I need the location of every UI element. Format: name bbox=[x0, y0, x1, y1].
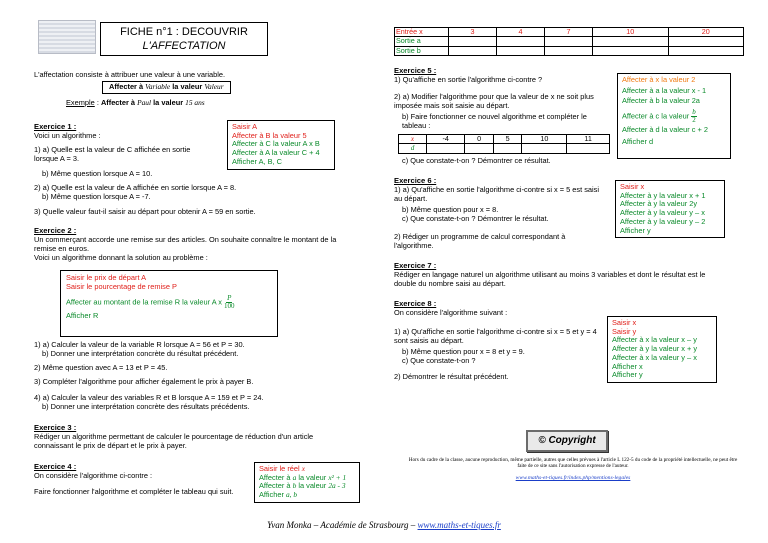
page-subtitle: L'AFFECTATION bbox=[142, 40, 226, 52]
table-cell bbox=[567, 144, 610, 153]
intro-example: Exemple : Affecter à Paul la valeur 15 ans bbox=[66, 98, 205, 107]
exercise-5-algorithm bbox=[617, 73, 731, 159]
legal-notice: Hors du cadre de la classe, aucune reproduction, même partielle, autres que celles prévues à l'article L 122-5 du code de la propriété intellectuelle, ne peut être faite de ce site sans l'autorisation expresse de l'auteur. bbox=[408, 457, 738, 469]
header-title-box bbox=[100, 22, 268, 56]
exercise-3-title: Exercice 3 : bbox=[34, 423, 77, 432]
algo-line: Affecter à x la valeur y – x bbox=[612, 352, 697, 362]
intro-text: L'affectation consiste à attribuer une valeur à une variable. bbox=[34, 70, 226, 79]
exercise-6-q2: 2) Rédiger un programme de calcul correspondant à l'algorithme. bbox=[394, 232, 566, 250]
exercise-4-title: Exercice 4 : bbox=[34, 462, 77, 471]
exercise-5-q1: 1) Qu'affiche en sortie l'algorithme ci-contre ? bbox=[394, 75, 543, 84]
site-link[interactable]: www.maths-et-tiques.fr bbox=[417, 520, 501, 530]
table-cell: 5 bbox=[493, 135, 522, 144]
exercise-8-q2: 2) Démontrer le résultat précédent. bbox=[394, 372, 509, 381]
legal-link[interactable]: www.maths-et-tiques.fr/index.php/mentions-legales bbox=[515, 475, 631, 481]
exercise-8-title: Exercice 8 : bbox=[394, 299, 437, 308]
header-thumbnail bbox=[38, 20, 96, 54]
table-cell: 20 bbox=[668, 28, 744, 37]
table-row bbox=[399, 135, 610, 144]
exercise-7-line1: Rédiger en langage naturel un algorithme utilisant au moins 3 variables et dont le résultat est le double du nombre saisi au départ. bbox=[394, 270, 706, 288]
table-cell bbox=[668, 46, 744, 55]
affectation-rule: Affecter à Variable la valeur Valeur bbox=[102, 81, 231, 94]
table-header-cell: x bbox=[399, 135, 427, 144]
exercise-5-q2b: b) Faire fonctionner ce nouvel algorithme et compléter le tableau : bbox=[402, 112, 587, 130]
table-cell: 7 bbox=[545, 28, 593, 37]
exercise-2-q2: 2) Même question avec A = 13 et P = 45. bbox=[34, 363, 168, 372]
table-cell bbox=[668, 37, 744, 46]
exercise-5-q2c: c) Que constate-t-on ? Démontrer ce résultat. bbox=[402, 156, 551, 165]
algo-line: Affecter à a la valeur x² + 1 bbox=[259, 472, 347, 482]
algo-line: Affecter à B la valeur 5 bbox=[232, 130, 307, 140]
exercise-2-q3: 3) Compléter l'algorithme pour afficher également le prix à payer B. bbox=[34, 377, 254, 386]
table-cell: 10 bbox=[522, 135, 567, 144]
exercise-3-line1: Rédiger un algorithme permettant de calculer le pourcentage de réduction d'un article connaissant le prix de départ et le prix à payer. bbox=[34, 432, 314, 450]
table-cell: 3 bbox=[449, 28, 497, 37]
exercise-1-q1a: 1) a) Quelle est la valeur de C affichée en sortie lorsque A = 3. bbox=[34, 145, 191, 163]
algo-line: Affecter à y la valeur 2y bbox=[620, 199, 698, 209]
table-header-cell: Sortie b bbox=[395, 46, 449, 55]
exercise-2-algorithm bbox=[60, 270, 278, 337]
algo-line: Afficher y bbox=[612, 370, 643, 380]
table-cell bbox=[427, 144, 465, 153]
table-cell: -4 bbox=[427, 135, 465, 144]
exercise-2-title: Exercice 2 : bbox=[34, 226, 77, 235]
exercise-1-q2b: b) Même question lorsque A = -7. bbox=[42, 192, 151, 201]
table-cell bbox=[545, 37, 593, 46]
fraction: $\frac{b}{2}$ bbox=[692, 108, 696, 125]
exercise-1-title: Exercice 1 : bbox=[34, 122, 77, 131]
exercise-6-algorithm bbox=[615, 180, 725, 238]
table-cell bbox=[522, 144, 567, 153]
exercise-2-line1: Un commerçant accorde une remise sur des articles. On souhaite connaître le montant de la remise en euros. bbox=[34, 235, 337, 253]
algo-line: Affecter à y la valeur x + y bbox=[612, 344, 698, 354]
exercise-5-q2a: 2) a) Modifier l'algorithme pour que la valeur de x ne soit plus imposée mais soit saisie au départ. bbox=[394, 92, 594, 110]
table-cell: 4 bbox=[497, 28, 545, 37]
algo-line: Affecter à y la valeur y – x bbox=[620, 208, 705, 218]
algo-line: Afficher y bbox=[620, 225, 651, 235]
exercise-5-title: Exercice 5 : bbox=[394, 66, 437, 75]
algo-line: Affecter au montant de la remise R la valeur A x $\frac{P}{100}$ bbox=[66, 294, 235, 311]
algo-line: Afficher A, B, C bbox=[232, 156, 282, 166]
exercise-1-intro: Voici un algorithme : bbox=[34, 131, 101, 140]
algo-line: Afficher x bbox=[612, 361, 643, 371]
exercise-8-algorithm bbox=[607, 316, 717, 383]
table-cell bbox=[449, 37, 497, 46]
algo-line: Affecter à C la valeur A x B bbox=[232, 139, 320, 149]
table-cell: 0 bbox=[465, 135, 494, 144]
exercise-6-q1: 1) a) Qu'affiche en sortie l'algorithme ci-contre si x = 5 est saisi au départ. bbox=[394, 185, 599, 203]
algo-line: Afficher a, b bbox=[259, 490, 298, 500]
algo-line: Affecter à x la valeur x – y bbox=[612, 335, 697, 345]
table-row bbox=[395, 28, 744, 37]
table-cell: 11 bbox=[567, 135, 610, 144]
algo-line: Saisir le réel x bbox=[259, 464, 305, 473]
table-header-cell: Sortie a bbox=[395, 37, 449, 46]
copyright-badge: © Copyright bbox=[526, 430, 608, 452]
algo-line: Saisir A bbox=[232, 122, 258, 131]
exercise-2-line2: Voici un algorithme donnant la solution au problème : bbox=[34, 253, 208, 262]
page-footer: Yvan Monka – Académie de Strasbourg – www.maths-et-tiques.fr bbox=[267, 520, 501, 530]
table-row bbox=[399, 144, 610, 153]
exercise-8-line1: On considère l'algorithme suivant : bbox=[394, 308, 508, 317]
table-header-cell: Entrée x bbox=[395, 28, 449, 37]
table-cell bbox=[593, 46, 668, 55]
algo-line: Afficher d bbox=[622, 136, 654, 146]
exercise-6-q1b: b) Même question pour x = 8. bbox=[402, 205, 499, 214]
algo-line: Saisir x bbox=[612, 318, 637, 327]
exercise-4-line1: On considère l'algorithme ci-contre : bbox=[34, 471, 153, 480]
algo-line: Saisir le pourcentage de remise P bbox=[66, 281, 177, 291]
exercise-6-title: Exercice 6 : bbox=[394, 176, 437, 185]
exercise-4-algorithm bbox=[254, 462, 360, 503]
table-cell bbox=[465, 144, 494, 153]
algo-line: Saisir y bbox=[612, 326, 637, 336]
exercise-1-q1b: b) Même question lorsque A = 10. bbox=[42, 169, 153, 178]
exercise-1-algorithm bbox=[227, 120, 335, 170]
exercise-1-q2a: 2) a) Quelle est la valeur de A affichée en sortie lorsque A = 8. bbox=[34, 183, 237, 192]
table-cell bbox=[497, 46, 545, 55]
exercise-8-q1: 1) a) Qu'affiche en sortie l'algorithme ci-contre si x = 5 et y = 4 sont saisis au départ. bbox=[394, 327, 597, 345]
algo-line: Saisir x bbox=[620, 182, 645, 191]
algo-line: Affecter à d la valeur c + 2 bbox=[622, 125, 708, 135]
table-cell: 10 bbox=[593, 28, 668, 37]
table-row bbox=[395, 37, 744, 46]
exercise-2-q1b: b) Donner une interprétation concrète du résultat précédent. bbox=[42, 349, 239, 358]
exercise-1-q3: 3) Quelle valeur faut-il saisir au départ pour obtenir A = 59 en sortie. bbox=[34, 207, 256, 216]
algo-line: Affecter à y la valeur y – 2 bbox=[620, 216, 706, 226]
exercise-8-q1c: c) Que constate-t-on ? bbox=[402, 356, 476, 365]
algo-line: Affecter à b la valeur 2a - 3 bbox=[259, 481, 346, 491]
exercise-2-q4b: b) Donner une interprétation concrète des résultats précédents. bbox=[42, 402, 250, 411]
table-cell bbox=[493, 144, 522, 153]
algo-line: Affecter à b la valeur 2a bbox=[622, 96, 700, 106]
exercise-6-q1c: c) Que constate-t-on ? Démontrer le résultat. bbox=[402, 214, 549, 223]
table-row bbox=[395, 46, 744, 55]
fraction: $\frac{P}{100}$ bbox=[224, 294, 235, 311]
exercise-7-title: Exercice 7 : bbox=[394, 261, 437, 270]
exercise-2-q1a: 1) a) Calculer la valeur de la variable R lorsque A = 56 et P = 30. bbox=[34, 340, 245, 349]
algo-line: Affecter à A la valeur C + 4 bbox=[232, 148, 320, 158]
algo-line: Afficher R bbox=[66, 311, 99, 321]
exercise-4-table bbox=[394, 27, 744, 56]
algo-line: Affecter à c la valeur $\frac{b}{2}$ bbox=[622, 108, 696, 125]
algo-line: Saisir le prix de départ A bbox=[66, 273, 147, 282]
exercise-2-q4a: 4) a) Calculer la valeur des variables R et B lorsque A = 159 et P = 24. bbox=[34, 393, 264, 402]
table-header-cell: d bbox=[399, 144, 427, 153]
table-cell bbox=[497, 37, 545, 46]
exercise-8-q1b: b) Même question pour x = 8 et y = 9. bbox=[402, 347, 525, 356]
algo-line: Affecter à y la valeur x + 1 bbox=[620, 190, 706, 200]
algo-line: Affecter à a la valeur x - 1 bbox=[622, 85, 707, 95]
exercise-5-table bbox=[398, 134, 610, 154]
exercise-4-line2: Faire fonctionner l'algorithme et compléter le tableau qui suit. bbox=[34, 487, 234, 496]
page-title: FICHE n°1 : DECOUVRIR bbox=[120, 26, 248, 38]
table-cell bbox=[593, 37, 668, 46]
table-cell bbox=[545, 46, 593, 55]
algo-line: Affecter à x la valeur 2 bbox=[622, 75, 696, 84]
table-cell bbox=[449, 46, 497, 55]
